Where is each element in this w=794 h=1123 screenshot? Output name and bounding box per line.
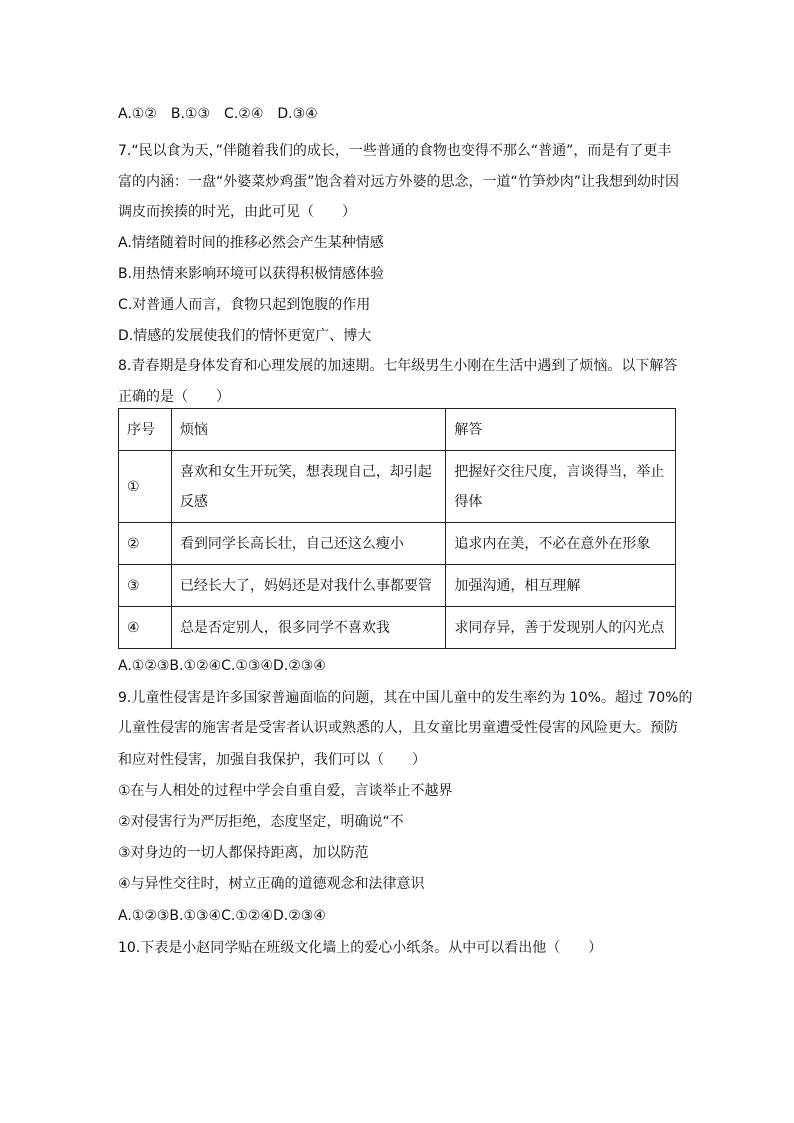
q7-option-c: C.对普通人而言，食物只起到饱腹的作用 [118, 297, 371, 313]
q9-statement-3: ③对身边的一切人都保持距离，加以防范 [118, 845, 369, 861]
q6-options: A.①② B.①③ C.②④ D.③④ [118, 106, 318, 122]
q7-stem-line-3: 调皮而挨揍的时光，由此可见（ ） [118, 204, 356, 220]
table-row [119, 607, 676, 649]
q7-option-d: D.情感的发展使我们的情怀更宽广、博大 [118, 328, 372, 344]
table-cell: 看到同学长高长壮，自己还这么瘦小 [171, 523, 445, 565]
table-cell: ④ [119, 607, 172, 649]
table-header-row [119, 409, 676, 451]
table-cell: 总是否定别人，很多同学不喜欢我 [171, 607, 445, 649]
table-cell: ② [119, 523, 172, 565]
table-row [119, 565, 676, 607]
table-cell: 追求内在美，不必在意外在形象 [446, 523, 676, 565]
table-cell: 把握好交往尺度，言谈得当，举止得体 [446, 451, 676, 523]
q9-stem-line-2: 儿童性侵害的施害者是受害者认识或熟悉的人，且女童比男童遭受性侵害的风险更大。预防 [118, 720, 678, 736]
q9-stem-line-1: 9.儿童性侵害是许多国家普遍面临的问题，其在中国儿童中的发生率约为 10%。超过 70%的 [118, 690, 693, 706]
table-cell: 已经长大了，妈妈还是对我什么事都要管 [171, 565, 445, 607]
q7-stem-line-2: 富的内涵：一盘“外婆菜炒鸡蛋”饱含着对远方外婆的思念，一道“竹笋炒肉”让我想到幼时因 [118, 174, 680, 190]
q9-statement-1: ①在与人相处的过程中学会自重自爱，言谈举止不越界 [118, 783, 453, 799]
q10-stem-line-1: 10.下表是小赵同学贴在班级文化墙上的爱心小纸条。从中可以看出他（ ） [118, 940, 603, 956]
table-cell: 求同存异，善于发现别人的闪光点 [446, 607, 676, 649]
table-cell: ① [119, 451, 172, 523]
q7-option-a: A.情绪随着时间的推移必然会产生某种情感 [118, 235, 384, 251]
table-cell: ③ [119, 565, 172, 607]
table-header-cell: 序号 [119, 409, 172, 451]
q9-statement-4: ④与异性交往时，树立正确的道德观念和法律意识 [118, 876, 425, 892]
q8-table [118, 408, 676, 649]
q8-options: A.①②③B.①②④C.①③④D.②③④ [118, 658, 326, 674]
q8-stem-line-1: 8.青春期是身体发育和心理发展的加速期。七年级男生小刚在生活中遇到了烦恼。以下解答 [118, 358, 678, 374]
table-header-cell: 烦恼 [171, 409, 445, 451]
table-cell: 加强沟通，相互理解 [446, 565, 676, 607]
q9-stem-line-3: 和应对性侵害，加强自我保护，我们可以（ ） [118, 752, 426, 768]
q9-options: A.①②③B.①③④C.①②④D.②③④ [118, 908, 326, 924]
q7-option-b: B.用热情来影响环境可以获得积极情感体验 [118, 266, 385, 282]
q9-statement-2: ②对侵害行为严厉拒绝，态度坚定，明确说“不 [118, 814, 404, 830]
table-row [119, 451, 676, 523]
table-row [119, 523, 676, 565]
table-header-cell: 解答 [446, 409, 676, 451]
q7-stem-line-1: 7.“民以食为天，”伴随着我们的成长，一些普通的食物也变得不那么“普通”，而是有了更丰 [118, 143, 672, 159]
q8-stem-line-2: 正确的是（ ） [118, 389, 230, 405]
table-cell: 喜欢和女生开玩笑，想表现自己，却引起反感 [171, 451, 445, 523]
